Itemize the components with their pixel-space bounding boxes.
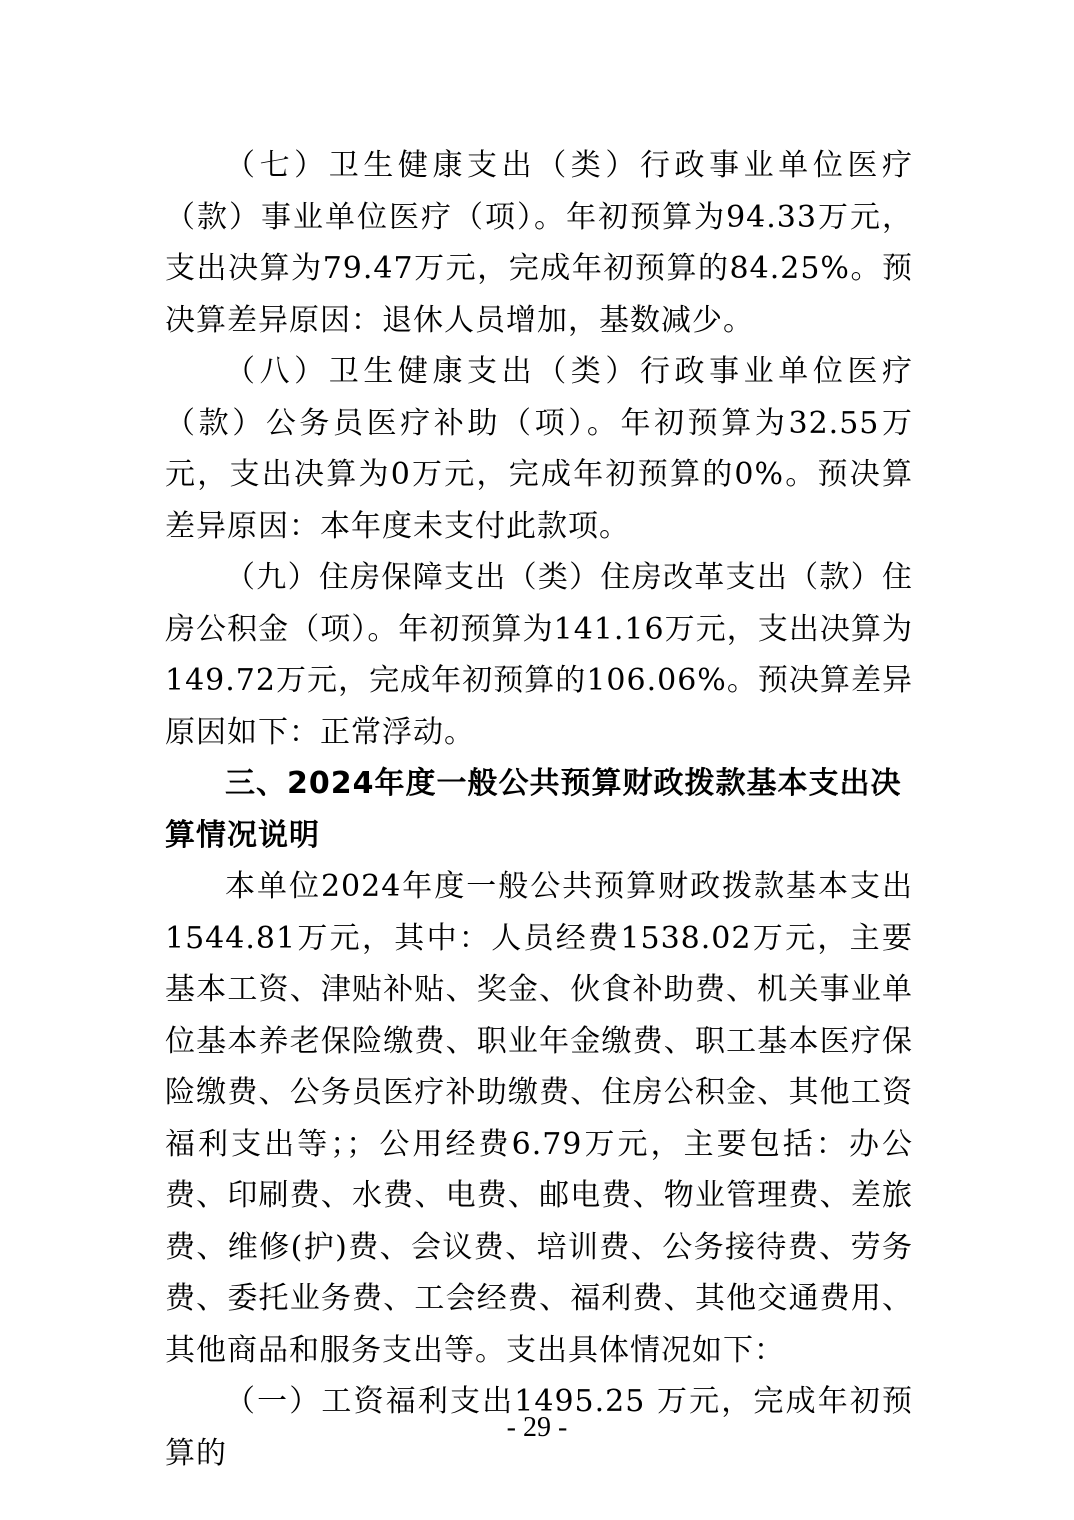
section-heading: 三、2024年度一般公共预算财政拨款基本支出决算情况说明: [165, 766, 902, 853]
paragraph-basic-expenditure: 本单位2024年度一般公共预算财政拨款基本支出1544.81万元，其中：人员经费1538.02万元，主要基本工资、津贴补贴、奖金、伙食补助费、机关事业单位基本养老保险缴费、职业年金缴费、职工基本医疗保险缴费、公务员医疗补助缴费、住房公积金、其他工资福利支出等；；公用经费6.79万元，主要包括：办公费、印刷费、水费、电费、邮电费、物业管理费、差旅费、维修(护)费、会议费、培训费、公务接待费、劳务费、委托业务费、工会经费、福利费、其他交通费用、其他商品和服务支出等。支出具体情况如下：: [165, 869, 913, 1368]
paragraph-salary-welfare: （一）工资福利支出1495.25 万元，完成年初预算的: [165, 1384, 913, 1471]
paragraph-housing-provident-fund: （九）住房保障支出（类）住房改革支出（款）住房公积金（项）。年初预算为141.16万元，支出决算为149.72万元，完成年初预算的106.06%。预决算差异原因如下：正常浮动。: [165, 560, 913, 750]
document-body: [165, 140, 913, 1479]
paragraph-civil-servant-medical-subsidy: （八）卫生健康支出（类）行政事业单位医疗（款）公务员医疗补助（项）。年初预算为32.55万元，支出决算为0万元，完成年初预算的0%。预决算差异原因：本年度未支付此款项。: [165, 354, 913, 544]
page-number: - 29 -: [506, 1412, 568, 1443]
paragraph-health-institution-medical: （七）卫生健康支出（类）行政事业单位医疗（款）事业单位医疗（项）。年初预算为94.33万元，支出决算为79.47万元，完成年初预算的84.25%。预决算差异原因：退休人员增加，基数减少。: [165, 148, 913, 338]
